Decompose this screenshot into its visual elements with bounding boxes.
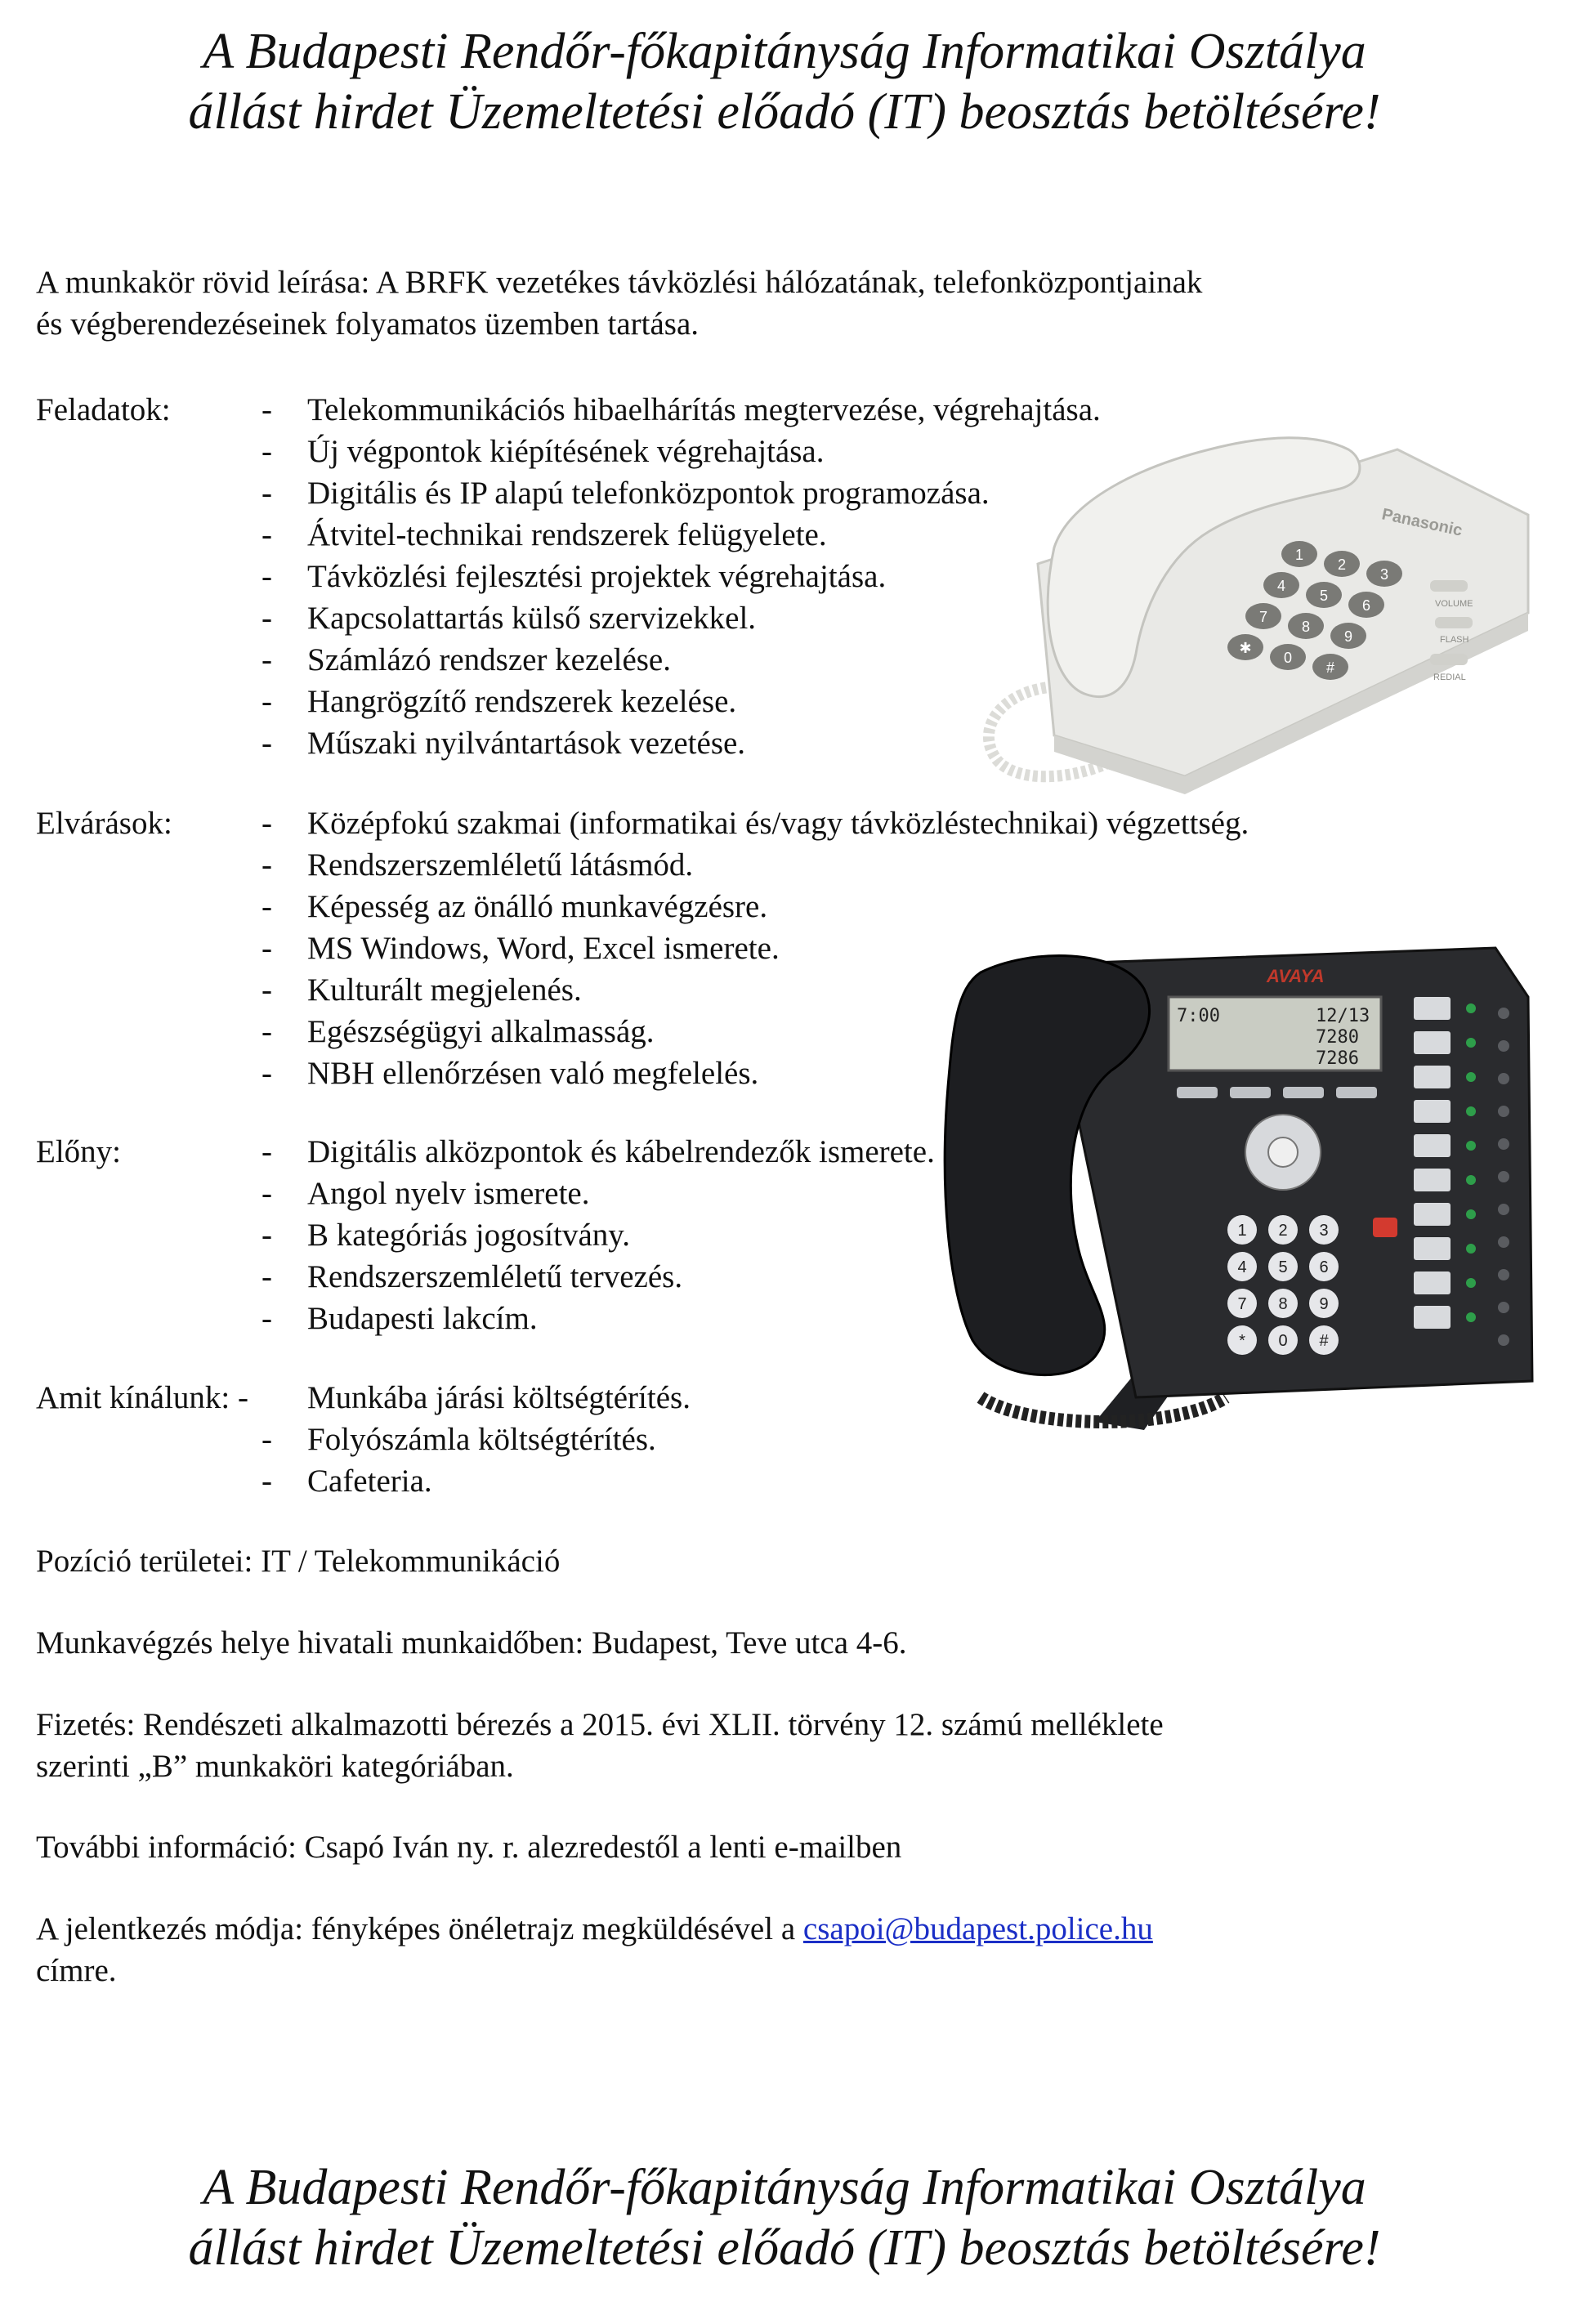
white-key: 2 [1337, 556, 1347, 573]
list-item: - B kategóriás jogosítvány. [262, 1218, 630, 1253]
list-item: - Digitális alközpontok és kábelrendezők ismerete. [262, 1134, 935, 1169]
tasks-label: Feladatok: [36, 392, 171, 427]
list-item: - Rendszerszemléletű tervezés. [262, 1259, 683, 1294]
list-item: - Digitális és IP alapú telefonközpontok programozása. [262, 476, 990, 511]
white-phone-redial-label: REDIAL [1433, 673, 1466, 682]
headline-line-1: A Budapesti Rendőr-főkapitányság Informatikai Osztálya [203, 24, 1366, 79]
display-ext-2: 7286 [1316, 1048, 1359, 1069]
offer-list [262, 1377, 691, 1502]
requirements-label: Elvárások: [36, 806, 172, 841]
white-phone-volume-label: VOLUME [1435, 599, 1473, 609]
white-key: ✱ [1239, 640, 1252, 656]
black-key: 1 [1237, 1222, 1247, 1240]
black-key: 9 [1319, 1295, 1329, 1313]
list-item: - Kapcsolattartás külső szervizekkel. [262, 601, 757, 636]
email-link[interactable]: csapoi@budapest.police.hu [802, 1911, 1153, 1946]
white-key: 8 [1301, 619, 1311, 635]
list-item: - NBH ellenőrzésen való megfelelés. [262, 1056, 759, 1091]
black-key: 0 [1278, 1332, 1288, 1350]
list-item: - MS Windows, Word, Excel ismerete. [262, 931, 780, 966]
headline-line-1: A Budapesti Rendőr-főkapitányság Informatikai Osztálya [203, 2160, 1366, 2215]
salary-line-1: Fizetés: Rendészeti alkalmazotti bérezés a 2015. évi XLII. törvény 12. számú melléklete [36, 1707, 1164, 1742]
list-item: - Kulturált megjelenés. [262, 972, 582, 1008]
list-item: - Telekommunikációs hibaelhárítás megtervezése, végrehajtása. [262, 392, 1101, 427]
list-item: - Budapesti lakcím. [262, 1301, 538, 1336]
tasks-list [262, 389, 1101, 764]
black-key: 3 [1319, 1222, 1329, 1240]
list-item: - Cafeteria. [262, 1464, 432, 1499]
more-info: További információ: Csapó Iván ny. r. alezredestől a lenti e-mailben [36, 1830, 902, 1865]
white-key: 6 [1361, 597, 1371, 614]
list-item: - Középfokú szakmai (informatikai és/vagy távközléstechnikai) végzettség. [262, 806, 1249, 841]
advantages-label: Előny: [36, 1134, 121, 1169]
black-key: 2 [1278, 1222, 1288, 1240]
headline-line-2: állást hirdet Üzemeltetési előadó (IT) beosztás betöltésére! [188, 84, 1381, 140]
headline-line-2: állást hirdet Üzemeltetési előadó (IT) beosztás betöltésére! [188, 2220, 1381, 2276]
job-description [36, 261, 1202, 345]
white-key: # [1325, 659, 1335, 676]
job-description-line-2: és végberendezéseinek folyamatos üzemben tartása. [36, 306, 700, 342]
position-area: Pozíció területei: IT / Telekommunikáció [36, 1544, 561, 1579]
list-item: - Rendszerszemléletű látásmód. [262, 847, 694, 883]
application-line-1 [36, 1908, 1153, 1950]
requirements-list [262, 802, 1249, 1094]
black-key: 8 [1278, 1295, 1288, 1313]
white-key: 5 [1319, 588, 1329, 604]
black-key: 4 [1237, 1258, 1247, 1276]
black-key: # [1319, 1332, 1329, 1350]
display-date: 12/13 [1316, 1006, 1370, 1026]
white-key: 3 [1379, 566, 1389, 583]
offer-label: Amit kínálunk: - [36, 1380, 248, 1415]
salary-line-2: szerinti „B” munkaköri kategóriában. [36, 1749, 514, 1784]
headline-bottom [0, 2157, 1569, 2278]
list-item: - Hangrögzítő rendszerek kezelése. [262, 684, 737, 719]
white-key: 4 [1276, 578, 1286, 594]
list-item: - Képesség az önálló munkavégzésre. [262, 889, 768, 924]
white-key: 0 [1283, 650, 1293, 666]
list-item: - Távközlési fejlesztési projektek végrehajtása. [262, 559, 887, 594]
application-prefix: A jelentkezés módja: fényképes önéletrajz megküldésével a [36, 1911, 803, 1946]
black-key: * [1239, 1332, 1245, 1350]
salary [36, 1704, 1164, 1787]
list-item: - Egészségügyi alkalmasság. [262, 1014, 655, 1049]
black-key: 6 [1319, 1258, 1329, 1276]
white-phone-brand: Panasonic [1379, 505, 1464, 540]
list-item: - Folyószámla költségtérítés. [262, 1422, 656, 1457]
list-item: - Műszaki nyilvántartások vezetése. [262, 726, 746, 761]
white-key: 9 [1343, 628, 1353, 645]
advantages-list [262, 1131, 935, 1339]
white-key: 7 [1258, 609, 1268, 625]
job-description-line-1: A munkakör rövid leírása: A BRFK vezetékes távközlési hálózatának, telefonközpontjainak [36, 265, 1203, 300]
list-item: Munkába járási költségtérítés. [307, 1380, 691, 1415]
list-item: - Számlázó rendszer kezelése. [262, 642, 671, 677]
black-key: 7 [1237, 1295, 1247, 1313]
application [36, 1908, 1153, 1991]
display-ext-1: 7280 [1316, 1027, 1359, 1048]
application-line-2: címre. [36, 1953, 117, 1988]
white-phone-flash-label: FLASH [1440, 635, 1469, 645]
list-item: - Új végpontok kiépítésének végrehajtása. [262, 434, 825, 469]
list-item: - Angol nyelv ismerete. [262, 1176, 590, 1211]
black-phone-brand: AVAYA [1267, 966, 1325, 986]
workplace: Munkavégzés helye hivatali munkaidőben: Budapest, Teve utca 4-6. [36, 1625, 907, 1660]
list-item: - Átvitel-technikai rendszerek felügyelete. [262, 517, 827, 552]
headline-top [0, 21, 1569, 142]
black-key: 5 [1278, 1258, 1288, 1276]
display-time: 7:00 [1177, 1006, 1220, 1026]
white-key: 1 [1294, 547, 1304, 563]
